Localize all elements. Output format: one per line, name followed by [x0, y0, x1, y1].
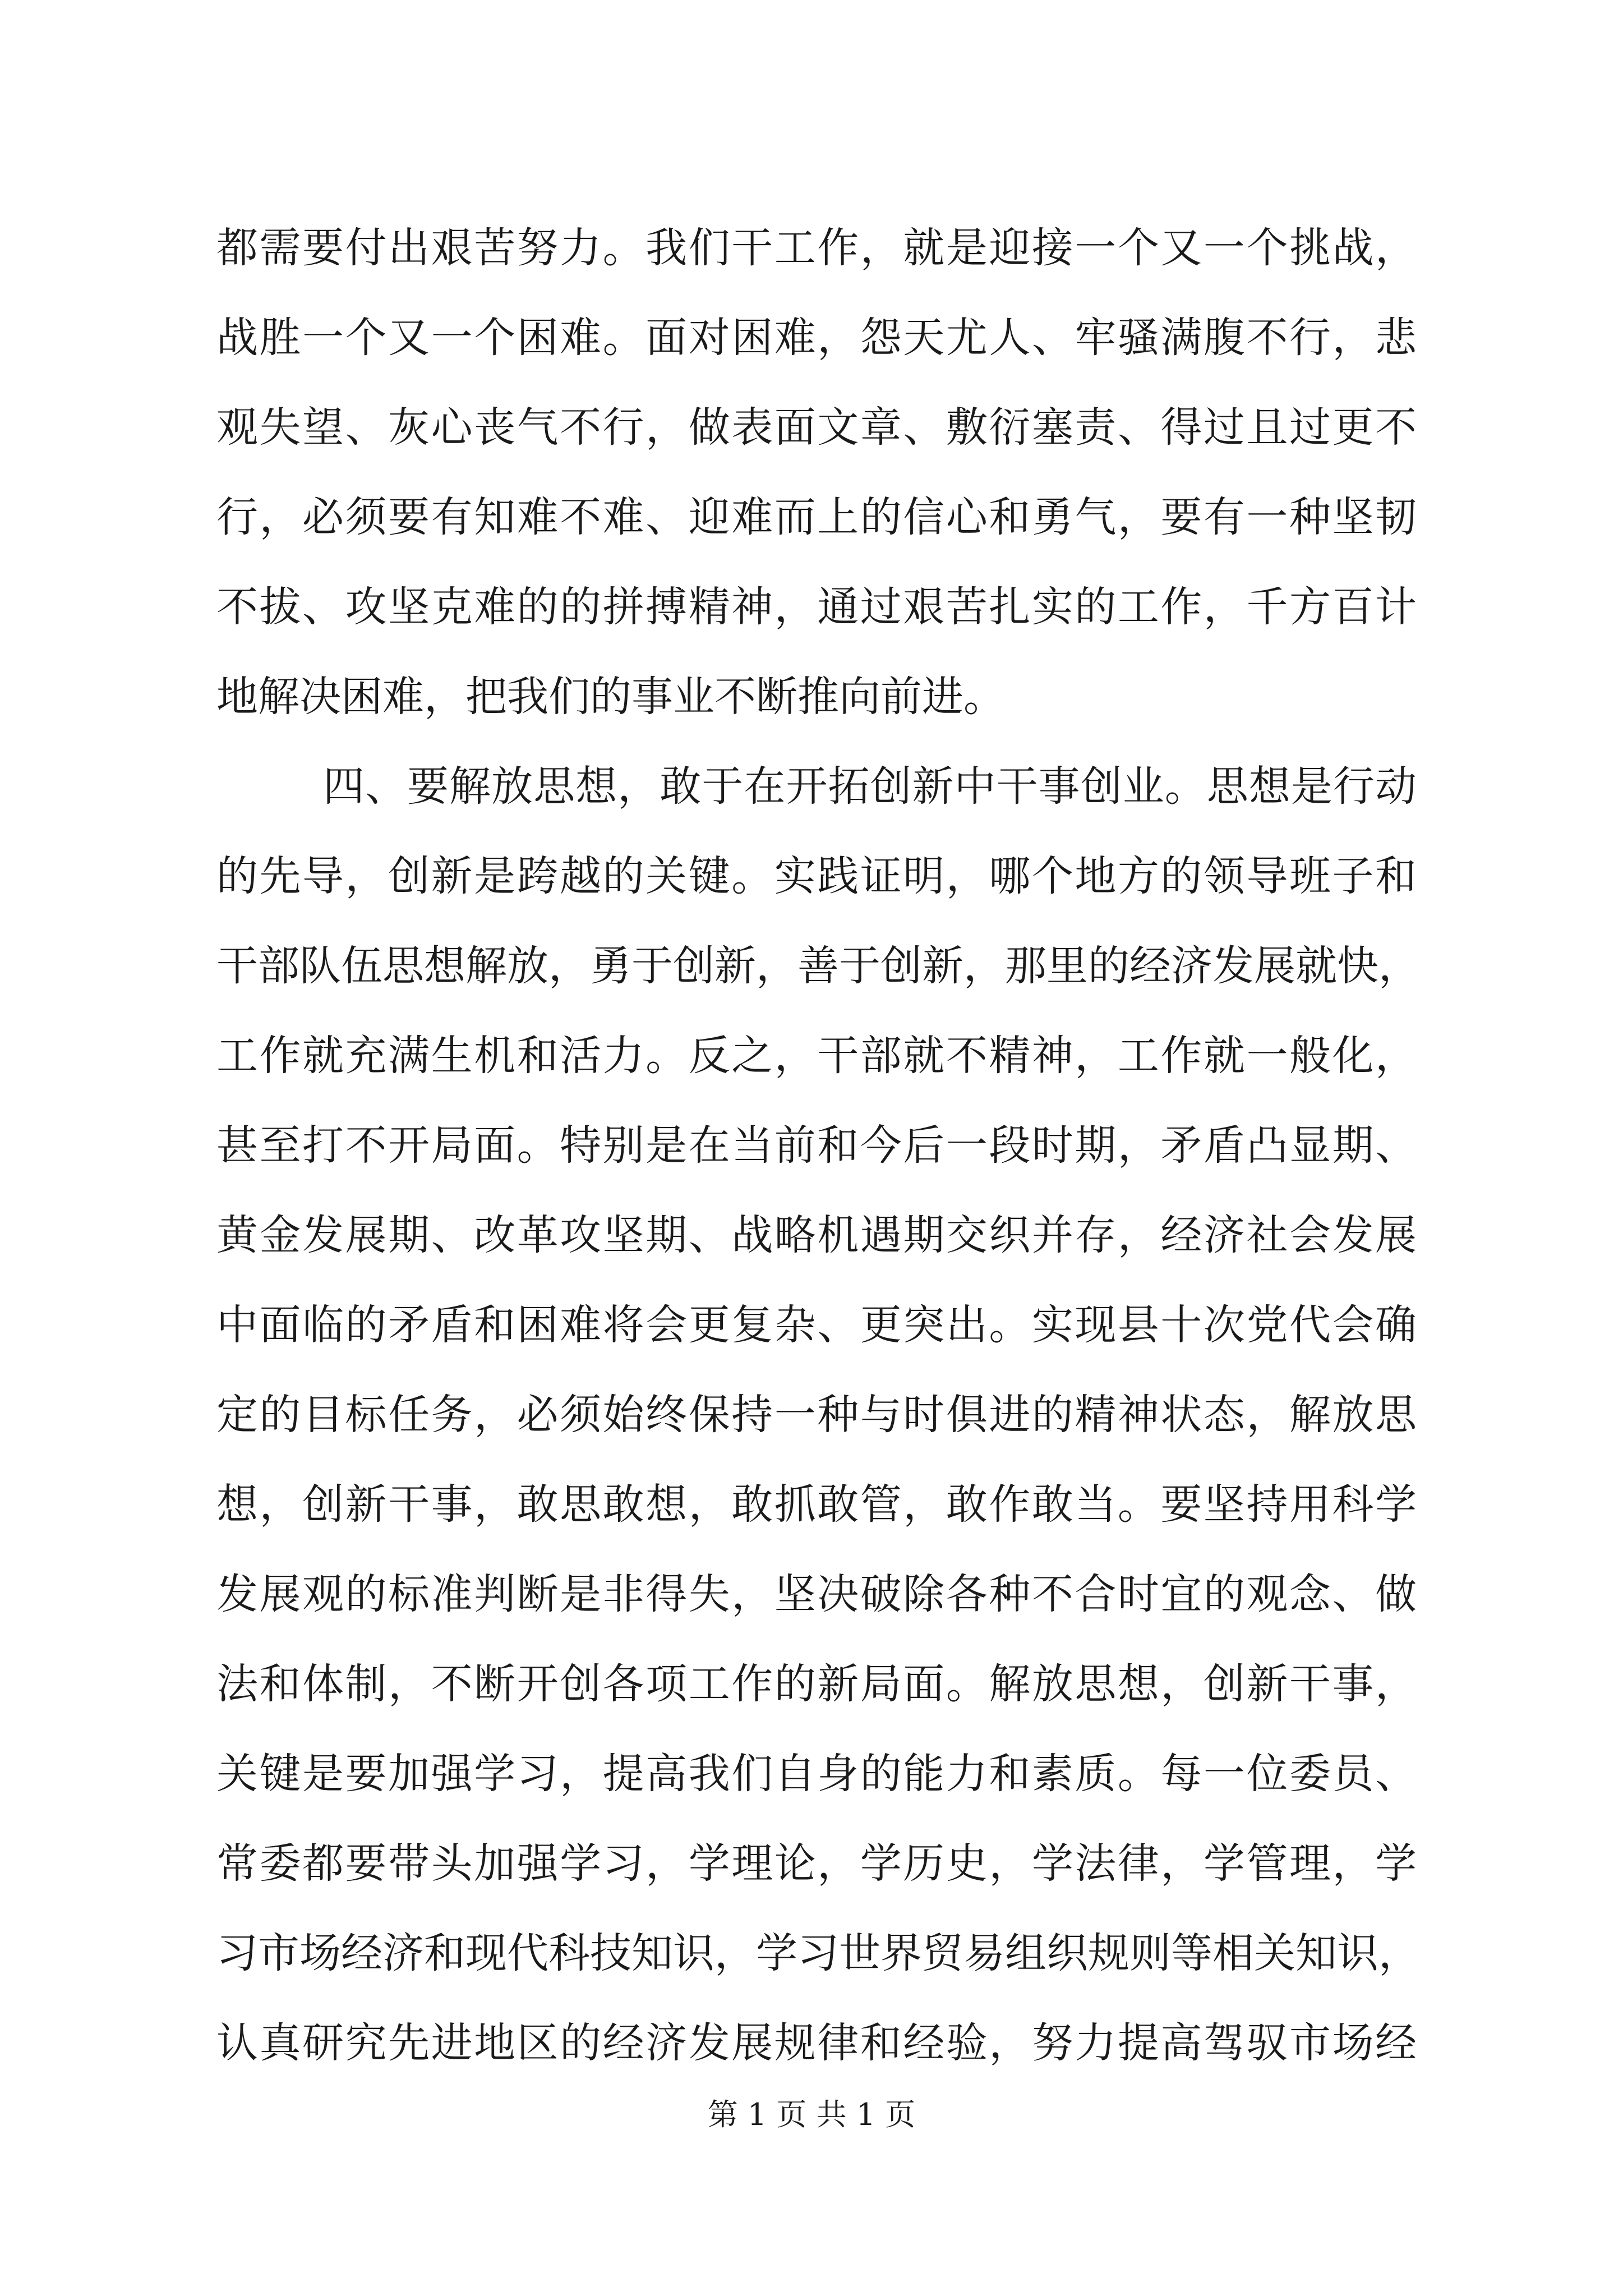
body-text — [216, 203, 1420, 2088]
text-line-17: 法和体制，不断开创各项工作的新局面。解放思想，创新干事， — [216, 1660, 1417, 1708]
text-line-6: 地解决困难，把我们的事业不断推向前进。 — [216, 673, 1005, 721]
text-line-3: 观失望、灰心丧气不行，做表面文章、敷衍塞责、得过且过更不 — [216, 403, 1417, 452]
text-line-5: 不拔、攻坚克难的的拼搏精神，通过艰苦扎实的工作，千方百计 — [216, 583, 1417, 631]
text-line-4: 行，必须要有知难不难、迎难而上的信心和勇气，要有一种坚韧 — [216, 493, 1417, 541]
text-line-7: 四、要解放思想，敢于在开拓创新中干事创业。思想是行动 — [323, 762, 1417, 811]
text-line-9: 干部队伍思想解放，勇于创新，善于创新，那里的经济发展就快， — [216, 942, 1420, 990]
text-line-2: 战胜一个又一个困难。面对困难，怨天尤人、牢骚满腹不行，悲 — [216, 314, 1417, 362]
text-line-16: 发展观的标准判断是非得失，坚决破除各种不合时宜的观念、做 — [216, 1570, 1417, 1618]
text-line-20: 习市场经济和现代科技知识，学习世界贸易组织规则等相关知识， — [216, 1929, 1420, 1977]
text-line-12: 黄金发展期、改革攻坚期、战略机遇期交织并存，经济社会发展 — [216, 1211, 1417, 1259]
text-line-14: 定的目标任务，必须始终保持一种与时俱进的精神状态，解放思 — [216, 1391, 1417, 1439]
text-line-15: 想，创新干事，敢思敢想，敢抓敢管，敢作敢当。要坚持用科学 — [216, 1480, 1417, 1529]
text-line-11: 甚至打不开局面。特别是在当前和今后一段时期，矛盾凸显期、 — [216, 1121, 1417, 1170]
text-line-10: 工作就充满生机和活力。反之，干部就不精神，工作就一般化， — [216, 1032, 1417, 1080]
text-line-13: 中面临的矛盾和困难将会更复杂、更突出。实现县十次党代会确 — [216, 1301, 1417, 1349]
text-line-19: 常委都要带头加强学习，学理论，学历史，学法律，学管理，学 — [216, 1839, 1417, 1888]
text-line-1: 都需要付出艰苦努力。我们干工作，就是迎接一个又一个挑战， — [216, 224, 1417, 272]
text-line-8: 的先导，创新是跨越的关键。实践证明，哪个地方的领导班子和 — [216, 852, 1417, 900]
text-line-18: 关键是要加强学习，提高我们自身的能力和素质。每一位委员、 — [216, 1750, 1417, 1798]
text-line-21: 认真研究先进地区的经济发展规律和经验，努力提高驾驭市场经 — [216, 2019, 1417, 2067]
page-footer: 第 1 页 共 1 页 — [707, 2097, 916, 2132]
